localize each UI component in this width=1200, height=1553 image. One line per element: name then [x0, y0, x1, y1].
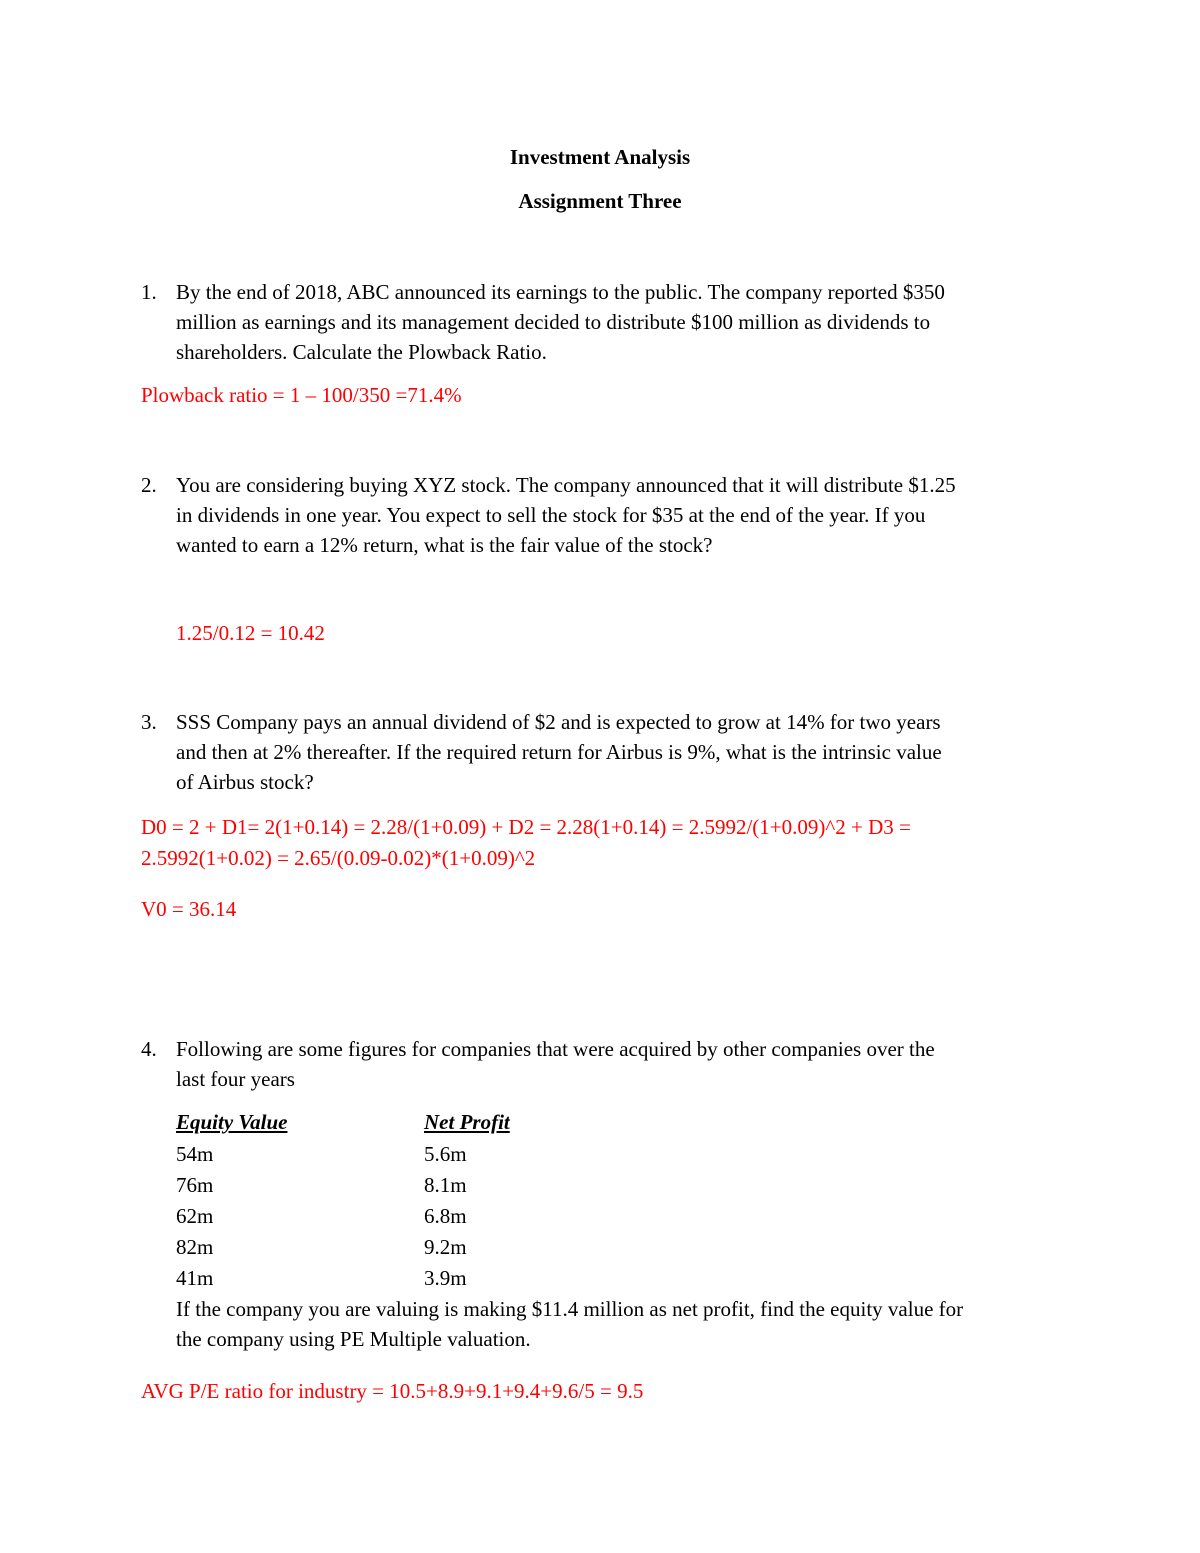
question-line: million as earnings and its management decided to distribute $100 million as dividends to — [176, 310, 931, 334]
table-cell: 6.8m — [424, 1204, 467, 1228]
table-cell: 5.6m — [424, 1142, 467, 1166]
question-2-answer: 1.25/0.12 = 10.42 — [176, 621, 325, 645]
question-3-answer-line-2: 2.5992(1+0.02) = 2.65/(0.09-0.02)*(1+0.09)^2 — [141, 846, 536, 870]
question-line: If the company you are valuing is making $11.4 million as net profit, find the equity value for — [176, 1297, 964, 1321]
question-2-text — [176, 470, 1076, 560]
table-header-net-profit — [424, 1108, 527, 1136]
question-line: last four years — [176, 1067, 295, 1091]
table-cell: 3.9m — [424, 1266, 467, 1290]
question-1-answer: Plowback ratio = 1 – 100/350 =71.4% — [141, 383, 462, 407]
table-header-label: Equity Value — [176, 1110, 288, 1134]
question-4-answer: AVG P/E ratio for industry = 10.5+8.9+9.1+9.4+9.6/5 = 9.5 — [141, 1379, 644, 1403]
question-line: in dividends in one year. You expect to sell the stock for $35 at the end of the year. If you — [176, 503, 926, 527]
question-line: Following are some figures for companies that were acquired by other companies over the — [176, 1037, 935, 1061]
question-line: SSS Company pays an annual dividend of $2 and is expected to grow at 14% for two years — [176, 710, 941, 734]
table-header-equity-value — [176, 1108, 424, 1136]
table-cell: 82m — [176, 1235, 214, 1259]
question-1-text — [176, 277, 1076, 367]
question-3-number: 3. — [141, 710, 157, 734]
question-3-text — [176, 707, 1076, 797]
question-line: wanted to earn a 12% return, what is the fair value of the stock? — [176, 533, 713, 557]
table-header-label: Net Profit — [424, 1110, 510, 1134]
table-cell: 76m — [176, 1173, 214, 1197]
table-cell: 54m — [176, 1142, 214, 1166]
question-4-followup-text — [176, 1294, 1076, 1354]
question-line: shareholders. Calculate the Plowback Ratio. — [176, 340, 547, 364]
document-subtitle: Assignment Three — [518, 189, 682, 213]
question-line: By the end of 2018, ABC announced its earnings to the public. The company reported $350 — [176, 280, 945, 304]
question-4-text — [176, 1034, 1076, 1094]
question-line: You are considering buying XYZ stock. The company announced that it will distribute $1.25 — [176, 473, 956, 497]
question-3-answer-line-3: V0 = 36.14 — [141, 897, 237, 921]
table-cell: 8.1m — [424, 1173, 467, 1197]
table-cell: 41m — [176, 1266, 214, 1290]
table-cell: 62m — [176, 1204, 214, 1228]
question-3-answer-line-1: D0 = 2 + D1= 2(1+0.14) = 2.28/(1+0.09) + D2 = 2.28(1+0.14) = 2.5992/(1+0.09)^2 + D3 = — [141, 815, 911, 839]
question-4-number: 4. — [141, 1037, 157, 1061]
table-cell: 9.2m — [424, 1235, 467, 1259]
document-title: Investment Analysis — [509, 145, 691, 169]
question-2-number: 2. — [141, 473, 157, 497]
question-line: of Airbus stock? — [176, 770, 314, 794]
question-1-number: 1. — [141, 280, 157, 304]
question-line: and then at 2% thereafter. If the required return for Airbus is 9%, what is the intrinsic value — [176, 740, 942, 764]
question-line: the company using PE Multiple valuation. — [176, 1327, 531, 1351]
